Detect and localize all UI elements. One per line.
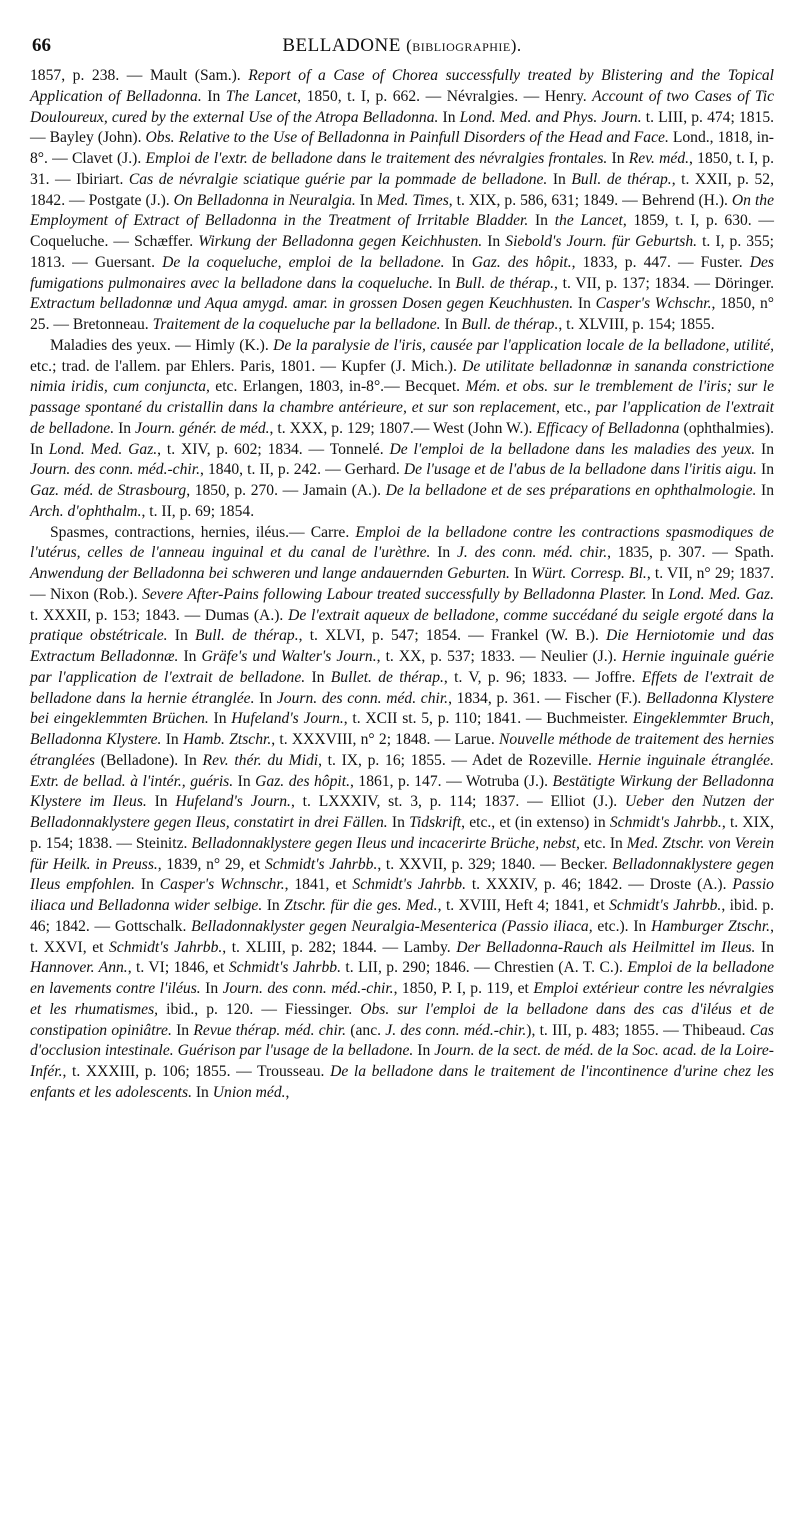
citation-text-segment: In (646, 585, 669, 603)
citation-title-segment: Belladonnaklyster gegen Neuralgia-Mesenterica (Passio iliaca, (191, 917, 593, 935)
citation-text-segment: t. I, p. 355; 1813. — Guersant. (30, 233, 774, 271)
citation-text-segment: etc.). In (592, 917, 652, 935)
citation-text-segment: , t. LXXXIV, st. 3, p. 114; 1837. — Elliot (J.). (290, 793, 625, 811)
citation-title-segment: Tidskrift (409, 814, 462, 831)
citation-title-segment: Lond. Med. and Phys. Journ. (459, 108, 642, 126)
bibliography-paragraph-nevralgies (30, 66, 774, 336)
citation-title-segment: Journ. des conn. méd.-chir. (30, 461, 200, 479)
citation-title-segment: Rev. méd. (628, 150, 690, 167)
citation-text-segment: In (755, 938, 774, 956)
citation-title-segment: De l'extrait aqueux de belladone, comme succédané du seigle ergoté dans la pratique obstétricale. (30, 606, 774, 645)
citation-text-segment: Lond., 1818, in-8°. — Clavet (J.). (30, 129, 774, 167)
citation-title-segment: Schmidt's Jahrbb. (228, 959, 341, 977)
citation-text-segment: In (200, 980, 223, 997)
citation-title-segment: Hernie inguinale guérie par l'application de l'extrait de belladone. (30, 648, 775, 686)
citation-text-segment: In (387, 814, 410, 831)
citation-title-segment: Arch. d'ophthalm. (30, 502, 142, 520)
bibliography-paragraph-maladies-des-yeux (30, 336, 774, 523)
page-number: 66 (32, 35, 51, 56)
citation-text-segment: etc.; trad. de l'allem. par Ehlers. Paris, 1801. — Kupfer (J. Mich.). (30, 357, 463, 375)
citation-title-segment: Belladonnaklystere gegen Ileus empfohlen. (30, 855, 774, 894)
citation-text-segment: , 1850, t. I, p. 31. — Ibiriart. (30, 150, 774, 188)
bibliography-body (30, 66, 774, 1104)
bibliography-paragraph-spasmes-hernies (30, 523, 774, 1104)
citation-text-segment: , ibid. p. 46; 1842. — Gottschalk. (30, 897, 774, 935)
citation-text-segment: , t. XXXIII, p. 106; 1855. — Trousseau. (62, 1063, 331, 1080)
citation-title-segment: Journ. de la sect. de méd. de la Soc. acad. de la Loire-Infér. (30, 1042, 775, 1080)
citation-title-segment: De la coqueluche, emploi de la belladone. (162, 253, 445, 271)
citation-text-segment: Spasmes, contractions, hernies, iléus.— Carre. (50, 523, 356, 541)
citation-title-segment: De l'emploi de la belladone dans les maladies des yeux. (389, 440, 756, 458)
citation-title-segment: Med. Times (376, 191, 449, 209)
citation-title-segment: Journ. des conn. méd.-chir. (222, 980, 394, 997)
citation-title-segment: Hernie inguinale étranglée. Extr. de bellad. à l'intér., guéris. (30, 751, 775, 790)
citation-title-segment: Bullet. de thérap. (330, 668, 444, 686)
citation-title-segment: Passio iliaca und Belladonna wider selbige. (30, 876, 774, 914)
citation-text-segment: , 1841, et (284, 876, 353, 894)
citation-title-segment: Report of a Case of Chorea successfully treated by Blistering and the Topical Application of Belladonna. (30, 67, 774, 105)
citation-title-segment: Belladonnaklystere gegen Ileus und incacerirte Brüche, nebst, (191, 834, 580, 852)
citation-title-segment: Revue thérap. méd. chir. (193, 1021, 347, 1039)
citation-text-segment: In (755, 440, 775, 458)
citation-title-segment: Obs. Relative to the Use of Belladonna in Painfull Disorders of the Head and Face. (145, 129, 669, 147)
citation-text-segment: In (509, 565, 532, 582)
citation-title-segment: De l'usage et de l'abus de la belladone dans l'iritis aigu. (403, 461, 757, 479)
citation-text-segment: , 1850, p. 270. — Jamain (A.). (186, 482, 386, 499)
citation-title-segment: Gräfe's und Walter's Journ. (201, 648, 377, 665)
citation-title-segment: Eingeklemmter Bruch, Belladonna Klystere. (30, 710, 774, 748)
citation-title-segment: Schmidt's Jahrbb. (352, 876, 466, 894)
citation-text-segment: t. LII, p. 290; 1846. — Chrestien (A. T. C.). (340, 959, 628, 977)
citation-title-segment: Hamburger Ztschr. (651, 917, 771, 935)
citation-text-segment: , 1850, t. I, p. 662. — Névralgies. — Henry. (297, 87, 593, 105)
citation-title-segment: Würt. Corresp. Bl. (531, 565, 647, 582)
citation-title-segment: Schmidt's Jahrbb. (264, 855, 378, 873)
citation-text-segment: In (756, 461, 774, 479)
citation-text-segment: t. XXXII, p. 153; 1843. — Dumas (A.). (30, 606, 289, 624)
citation-text-segment: t. LIII, p. 474; 1815. — Bayley (John). (30, 108, 775, 147)
citation-text-segment: In (482, 233, 506, 250)
citation-text-segment: In (547, 170, 572, 188)
citation-text-segment: In (208, 710, 232, 728)
citation-title-segment: Die Herniotomie und das Extractum Belladonnæ. (30, 627, 775, 665)
citation-title-segment: Union méd. (212, 1083, 286, 1101)
citation-title-segment: Bull. de thérap. (455, 274, 555, 292)
citation-title-segment: Mém. et obs. sur le tremblement de l'iris; sur le passage spontané du cristallin dans la chambre antérieure, et sur son replacement, (30, 378, 774, 416)
citation-title-segment: Emploi de la belladone en lavements contre l'iléus. (30, 959, 774, 997)
citation-text-segment: , t. II, p. 69; 1854. (141, 502, 255, 520)
citation-title-segment: Gaz. méd. de Strasbourg (30, 482, 187, 499)
citation-text-segment: In (114, 419, 136, 437)
running-title-main: BELLADONE (282, 35, 401, 56)
citation-text-segment: , 1835, p. 307. — Spath. (607, 544, 775, 562)
citation-title-segment: Efficacy of Belladonna (536, 419, 680, 437)
citation-text-segment: , t. VI; 1846, et (127, 959, 229, 977)
citation-text-segment: In (254, 689, 277, 707)
citation-text-segment: , t. VII, n° 29; 1837. — Nixon (Rob.). (30, 565, 774, 603)
citation-title-segment: Casper's Wchnschr. (159, 876, 285, 894)
citation-title-segment: On Belladonna in Neuralgia. (173, 191, 356, 209)
citation-title-segment: Siebold's Journ. für Geburtsh. (505, 233, 698, 250)
citation-text-segment: , 1833, p. 447. — Fuster. (571, 253, 750, 271)
citation-title-segment: Ztschr. für die ges. Med. (284, 897, 438, 914)
citation-text-segment: , t. XX, p. 537; 1833. — Neulier (J.). (376, 648, 622, 665)
citation-title-segment: Cas d'occlusion intestinale. Guérison par l'usage de la belladone. (30, 1021, 775, 1060)
citation-title-segment: Bull. de thérap. (194, 627, 299, 645)
citation-text-segment: , t. XIX, p. 154; 1838. — Steinitz. (30, 814, 775, 852)
citation-text-segment: ), t. III, p. 483; 1855. — Thibeaud. (526, 1021, 750, 1039)
citation-text-segment: , t. XIV, p. 602; 1834. — Tonnelé. (157, 440, 390, 458)
citation-text-segment: In (413, 1042, 435, 1060)
citation-title-segment: Hufeland's Journ. (231, 710, 344, 728)
citation-title-segment: J. des conn. méd.-chir. (385, 1021, 527, 1039)
citation-title-segment: Med. Ztschr. von Verein für Heilk. in Preuss. (30, 834, 774, 873)
citation-title-segment: Gaz. des hôpit. (471, 253, 572, 271)
citation-text-segment: etc. In (579, 834, 627, 852)
citation-text-segment: , t. XXXVIII, n° 2; 1848. — Larue. (271, 731, 499, 748)
citation-text-segment: , t. XXVI, et (30, 917, 774, 956)
citation-text-segment: , t. XLIII, p. 282; 1844. — Lamby. (222, 938, 457, 956)
citation-title-segment: Journ. des conn. méd. chir. (276, 689, 449, 707)
citation-title-segment: Nouvelle méthode de traitement des hernies étranglées (30, 731, 775, 769)
citation-title-segment: The Lancet (225, 87, 298, 105)
citation-title-segment: Traitement de la coqueluche par la belladone. (152, 316, 441, 333)
page-header (30, 30, 774, 62)
citation-text-segment: (anc. (346, 1021, 386, 1039)
citation-title-segment: Account of two Cases of Tic Douloureux, cured by the external Use of the Atropa Belladonna. (30, 87, 774, 126)
citation-title-segment: Emploi de la belladone contre les contractions spasmodiques de l'utérus, celles de l'anneau inguinal et du canal de l'urèthre. (30, 523, 774, 562)
citation-title-segment: Wirkung der Belladonna gegen Keichhusten. (198, 233, 483, 250)
citation-title-segment: Casper's Wchschr. (595, 295, 712, 313)
citation-title-segment: Extractum belladonnæ und Aqua amygd. amar. in grossen Dosen gegen Keuchhusten. (30, 295, 574, 313)
citation-text-segment: In (161, 731, 183, 748)
citation-title-segment: Gaz. des hôpit. (255, 772, 350, 790)
citation-title-segment: De utilitate belladonnæ in sananda constrictione nimia iridis, cum conjuncta, (30, 357, 774, 396)
citation-title-segment: Bestätigte Wirkung der Belladonna Klystere im Ileus. (30, 772, 774, 811)
citation-text-segment: In (233, 772, 256, 790)
citation-text-segment: , t. XXVII, p. 329; 1840. — Becker. (377, 855, 613, 873)
citation-title-segment: Emploi extérieur contre les névralgies et les rhumatismes, (30, 980, 774, 1018)
citation-title-segment: Ueber den Nutzen der Belladonnaklystere gegen Ileus, constatirt in drei Fällen. (30, 793, 774, 831)
citation-text-segment: In (430, 544, 458, 562)
citation-text-segment: , t. XXII, p. 52, 1842. — Postgate (J.). (30, 170, 774, 209)
citation-title-segment: Der Belladonna-Rauch als Heilmittel im Ileus. (456, 938, 756, 956)
running-title-sub: (bibliographie). (406, 36, 522, 55)
citation-text-segment: In (607, 150, 629, 167)
citation-title-segment: De la paralysie de l'iris, causée par l'application locale de la belladone, utilité, (273, 336, 775, 354)
citation-text-segment: , 1859, t. I, p. 630. — Coqueluche. — Schæffer. (30, 212, 775, 250)
citation-title-segment: Effets de l'extrait de belladone dans la hernie étranglée. (30, 668, 774, 707)
citation-text-segment: t. XXXIV, p. 46; 1842. — Droste (A.). (465, 876, 733, 894)
citation-text-segment: , t. IX, p. 16; 1855. — Adet de Rozeville. (318, 751, 598, 769)
citation-title-segment: Cas de névralgie sciatique guérie par la pommade de belladone. (128, 170, 548, 188)
citation-text-segment: In (201, 87, 226, 105)
citation-title-segment: Severe After-Pains following Labour treated successfully by Belladonna Plaster. (142, 585, 647, 603)
citation-title-segment: Des fumigations pulmonaires avec la belladone dans la coqueluche. (30, 253, 774, 292)
citation-title-segment: J. des conn. méd. chir. (457, 544, 608, 562)
citation-text-segment: In (756, 482, 775, 499)
citation-title-segment: Rev. thér. du Midi (202, 751, 319, 769)
citation-title-segment: Hufeland's Journ. (175, 793, 291, 811)
citation-title-segment: Schmidt's Jahrbb. (609, 897, 722, 914)
citation-text-segment: In (528, 212, 555, 230)
citation-text-segment: In (438, 108, 460, 126)
citation-text-segment: In (305, 668, 331, 686)
citation-text-segment: In (146, 793, 176, 811)
citation-text-segment: In (573, 295, 596, 313)
citation-title-segment: Schmidt's Jahrbb. (109, 938, 223, 956)
citation-title-segment: Anwendung der Belladonna bei schweren und lange andauernden Geburten. (30, 565, 510, 582)
citation-text-segment: , t. XIX, p. 586, 631; 1849. — Behrend (H.). (448, 191, 732, 209)
citation-title-segment: De la belladone dans le traitement de l'incontinence d'urine chez les enfants et les adolescents. (30, 1063, 774, 1101)
citation-title-segment: Obs. sur l'emploi de la belladone dans des cas d'iléus et de constipation opiniâtre. (30, 1000, 774, 1039)
citation-text-segment: , t. V, p. 96; 1833. — Joffre. (443, 668, 642, 686)
citation-text-segment: , t. XVIII, Heft 4; 1841, et (437, 897, 610, 914)
citation-text-segment: , t. XLVIII, p. 154; 1855. (558, 316, 715, 333)
citation-text-segment: , 1840, t. II, p. 242. — Gerhard. (199, 461, 404, 479)
citation-text-segment: , t. XLVI, p. 547; 1854. — Frankel (W. B.). (298, 627, 606, 645)
citation-title-segment: par l'application de l'extrait de belladone. (30, 399, 774, 437)
citation-text-segment: , 1850, P. I, p. 119, et (393, 980, 534, 997)
citation-title-segment: Journ. génér. de méd. (135, 419, 270, 437)
citation-title-segment: Hannover. Ann. (30, 959, 128, 977)
citation-text-segment: In (440, 316, 462, 333)
citation-text-segment: (ophthalmies). In (30, 419, 775, 458)
citation-title-segment: Bull. de thérap. (571, 170, 672, 188)
citation-text-segment: , etc., et (in extenso) in (461, 814, 610, 831)
citation-title-segment: Bull. de thérap. (461, 316, 559, 333)
citation-text-segment: In (191, 1083, 213, 1101)
citation-title-segment: Belladonna Klystere bei eingeklemmten Brüchen. (30, 689, 774, 728)
citation-title-segment: On the Employment of Extract of Belladonna in the Treatment of Irritable Bladder. (30, 191, 775, 230)
citation-title-segment: Schmidt's Jahrbb. (609, 814, 722, 831)
citation-text-segment: , t. VII, p. 137; 1834. — Döringer. (554, 274, 774, 292)
citation-text-segment: In (355, 191, 377, 209)
citation-title-segment: Emploi de l'extr. de belladone dans le traitement des névralgies frontales. (145, 150, 608, 167)
citation-text-segment: In (178, 648, 202, 665)
citation-text-segment: , 1850, n° 25. — Bretonneau. (30, 295, 774, 333)
citation-text-segment: , 1834, p. 361. — Fischer (F.). (448, 689, 646, 707)
citation-title-segment: Lond. Med. Gaz. (668, 585, 775, 603)
citation-text-segment: In (167, 627, 195, 645)
citation-title-segment: the Lancet (554, 212, 623, 230)
citation-title-segment: Hamb. Ztschr. (182, 731, 272, 748)
citation-text-segment: 1857, p. 238. — Mault (Sam.). (30, 67, 249, 84)
citation-text-segment: Maladies des yeux. — Himly (K.). (50, 336, 274, 354)
citation-text-segment: (Belladone). In (94, 751, 203, 769)
citation-text-segment: , (285, 1083, 290, 1101)
citation-text-segment: etc. Erlangen, 1803, in-8°.— Becquet. (209, 378, 466, 396)
citation-title-segment: De la belladone et de ses préparations en ophthalmologie. (385, 482, 757, 499)
citation-text-segment: In (262, 897, 285, 914)
citation-text-segment: , t. XXX, p. 129; 1807.— West (John W.). (269, 419, 537, 437)
citation-title-segment: Lond. Med. Gaz. (48, 440, 158, 458)
citation-text-segment: , 1839, n° 29, et (157, 855, 265, 873)
running-title (30, 30, 774, 62)
citation-text-segment: In (444, 253, 472, 271)
citation-text-segment: ibid., p. 120. — Fiessinger. (158, 1000, 361, 1018)
citation-text-segment: , t. XCII st. 5, p. 110; 1841. — Buchmeister. (343, 710, 633, 728)
citation-text-segment: etc., (559, 399, 596, 416)
citation-text-segment: In (432, 274, 456, 292)
citation-text-segment: In (135, 876, 160, 894)
citation-text-segment: , 1861, p. 147. — Wotruba (J.). (350, 772, 553, 790)
citation-text-segment: In (171, 1021, 194, 1039)
